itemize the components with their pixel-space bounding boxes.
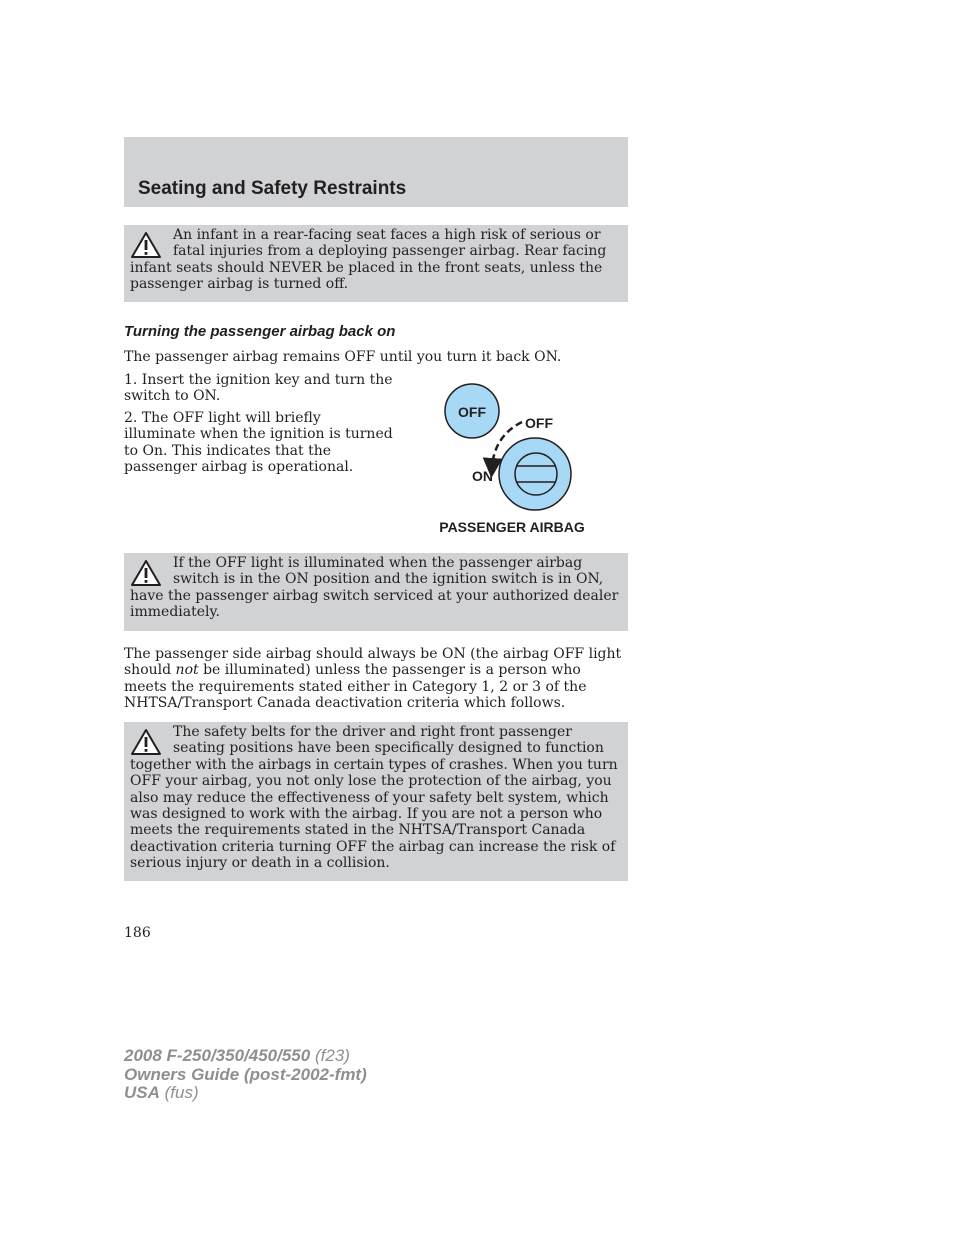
warning-triangle-icon: [130, 231, 162, 259]
off-light-label: OFF: [458, 404, 486, 420]
footer-guide-line: [124, 1066, 367, 1085]
body-text-end: be illuminated) unless the passenger is a person who meets the requirements stated either in Category 1, 2 or 3 of the NHTSA/Transport Canada deactivation criteria which follows.: [124, 662, 587, 712]
step-1: 1. Insert the ignition key and turn the switch to ON.: [124, 372, 393, 405]
warning-triangle-icon: [130, 559, 162, 587]
warning-box-safety-belts: [124, 722, 628, 881]
body-text-start: The passenger side airbag should always be ON (the airbag OFF light should: [124, 646, 622, 679]
footer-model: 2008 F-250/350/450/550: [124, 1046, 311, 1065]
switch-off-label: OFF: [525, 415, 553, 431]
subheading: Turning the passenger airbag back on: [124, 323, 396, 340]
warning-box-off-light: [124, 553, 628, 631]
footer-model-code: (f23): [310, 1046, 350, 1065]
page-number: 186: [124, 925, 151, 941]
body-paragraph: [124, 646, 624, 712]
warning-text: An infant in a rear-facing seat faces a high risk of serious or fatal injuries from a deploying passenger airbag. Rear facing infant seats should NEVER be placed in the front seats, unless the passenger airbag is turned off.: [130, 227, 607, 293]
intro-paragraph: The passenger airbag remains OFF until you turn it back ON.: [124, 349, 562, 365]
body-emphasis: not: [175, 662, 199, 679]
document-footer: [124, 1047, 367, 1103]
warning-text: If the OFF light is illuminated when the passenger airbag switch is in the ON position and the ignition switch is in ON, have the passenger airbag switch serviced at your authorized dealer immediately.: [130, 555, 619, 621]
passenger-airbag-figure: [430, 378, 600, 548]
figure-caption: PASSENGER AIRBAG: [439, 519, 585, 535]
warning-text: The safety belts for the driver and right front passenger seating positions have been specifically designed to function together with the airbags in certain types of crashes. When you turn OFF your airbag, you not only lose the protection of the airbag, you also may reduce the effectiveness of your safety belt system, which was designed to work with the airbag. If you are not a person who meets the requirements stated in the NHTSA/Transport Canada deactivation criteria turning OFF the airbag can increase the risk of serious injury or death in a collision.: [130, 724, 618, 872]
switch-on-label: ON: [472, 468, 493, 484]
section-header-band: [124, 137, 628, 207]
warning-box-infant: [124, 225, 628, 302]
warning-triangle-icon: [130, 728, 162, 756]
footer-model-line: [124, 1047, 367, 1066]
footer-market-code: (fus): [159, 1083, 199, 1102]
footer-market-line: [124, 1084, 367, 1103]
section-title: Seating and Safety Restraints: [138, 178, 407, 199]
key-cylinder-icon: [515, 453, 557, 495]
footer-market: USA: [124, 1083, 160, 1102]
step-2: 2. The OFF light will briefly illuminate when the ignition is turned to On. This indicates that the passenger airbag is operational.: [124, 410, 393, 476]
footer-guide: Owners Guide (post-2002-fmt): [124, 1064, 367, 1084]
